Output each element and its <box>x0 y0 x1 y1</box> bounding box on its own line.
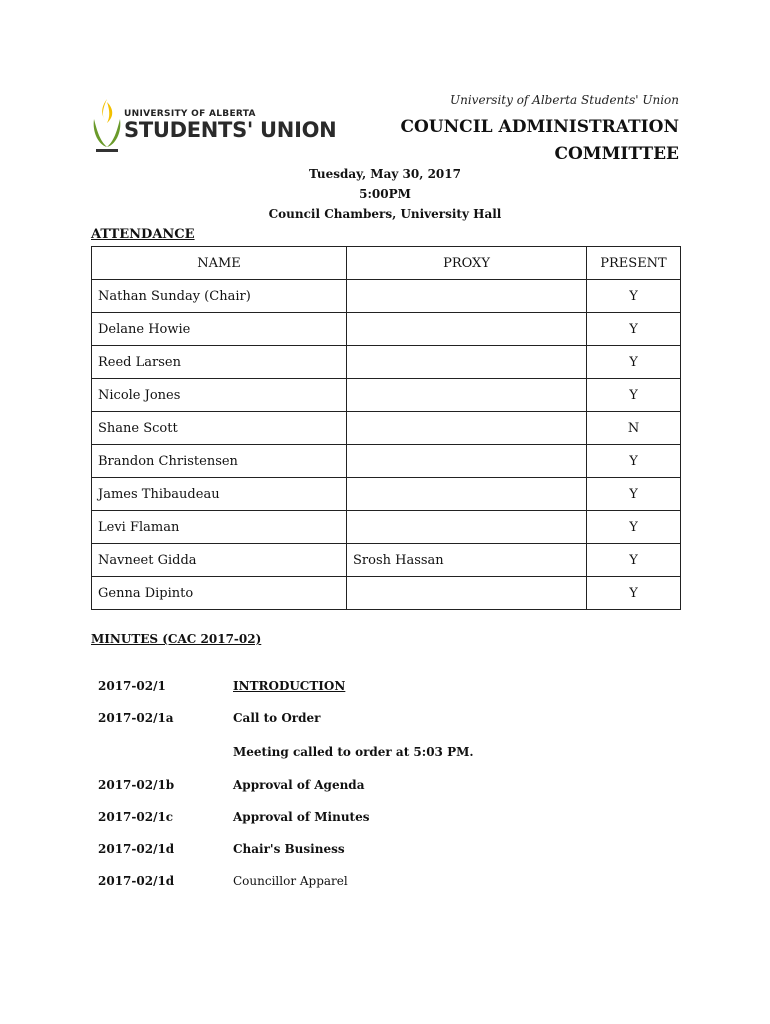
meeting-time: 5:00PM <box>359 187 411 201</box>
attendee-present: Y <box>587 544 681 577</box>
table-row <box>92 313 681 346</box>
column-header-present: PRESENT <box>587 247 681 280</box>
attendee-present: Y <box>587 280 681 313</box>
document-title <box>399 114 679 168</box>
minutes-item-code: 2017-02/1 <box>98 679 166 693</box>
minutes-item-code: 2017-02/1d <box>98 874 175 888</box>
minutes-item-title: Approval of Minutes <box>233 810 370 824</box>
minutes-item <box>0 778 770 796</box>
minutes-item <box>0 874 770 892</box>
attendee-name: Genna Dipinto <box>92 577 347 610</box>
table-row <box>92 511 681 544</box>
attendee-present: Y <box>587 577 681 610</box>
attendee-proxy <box>347 478 587 511</box>
attendee-present: Y <box>587 478 681 511</box>
minutes-heading: MINUTES (CAC 2017-02) <box>91 632 262 646</box>
minutes-item <box>0 810 770 828</box>
minutes-item-title: Chair's Business <box>233 842 345 856</box>
meeting-location: Council Chambers, University Hall <box>268 207 502 221</box>
attendee-name: Brandon Christensen <box>92 445 347 478</box>
attendee-name: Shane Scott <box>92 412 347 445</box>
attendee-present: Y <box>587 511 681 544</box>
organization-name: University of Alberta Students' Union <box>449 93 679 107</box>
attendee-proxy <box>347 445 587 478</box>
table-row <box>92 280 681 313</box>
minutes-item <box>0 679 770 697</box>
minutes-item <box>0 842 770 860</box>
attendee-proxy: Srosh Hassan <box>347 544 587 577</box>
attendee-proxy <box>347 313 587 346</box>
flame-logo-icon <box>90 97 124 155</box>
table-row <box>92 346 681 379</box>
attendee-proxy <box>347 511 587 544</box>
attendee-proxy <box>347 379 587 412</box>
attendee-name: Nathan Sunday (Chair) <box>92 280 347 313</box>
logo-university-text: UNIVERSITY OF ALBERTA <box>124 109 256 119</box>
attendee-name: Reed Larsen <box>92 346 347 379</box>
table-row <box>92 379 681 412</box>
students-union-logo <box>90 97 337 155</box>
attendee-name: Nicole Jones <box>92 379 347 412</box>
attendee-name: Navneet Gidda <box>92 544 347 577</box>
minutes-item-title: Councillor Apparel <box>233 874 348 888</box>
meeting-date: Tuesday, May 30, 2017 <box>309 167 461 181</box>
table-row <box>92 478 681 511</box>
attendance-table <box>91 246 681 610</box>
column-header-proxy: PROXY <box>347 247 587 280</box>
minutes-item-code: 2017-02/1c <box>98 810 174 824</box>
attendee-present: Y <box>587 445 681 478</box>
minutes-item <box>0 711 770 729</box>
minutes-item-note: Meeting called to order at 5:03 PM. <box>233 745 474 759</box>
attendee-name: Levi Flaman <box>92 511 347 544</box>
minutes-item-code: 2017-02/1b <box>98 778 175 792</box>
column-header-name: NAME <box>92 247 347 280</box>
title-line-1: COUNCIL ADMINISTRATION <box>400 117 679 137</box>
attendee-present: N <box>587 412 681 445</box>
attendee-present: Y <box>587 313 681 346</box>
minutes-item-code: 2017-02/1a <box>98 711 174 725</box>
table-header-row <box>92 247 681 280</box>
attendee-proxy <box>347 577 587 610</box>
minutes-item-title: Call to Order <box>233 711 321 725</box>
attendee-proxy <box>347 412 587 445</box>
attendee-proxy <box>347 346 587 379</box>
title-line-2: COMMITTEE <box>554 144 679 164</box>
table-row <box>92 412 681 445</box>
table-row <box>92 577 681 610</box>
minutes-item <box>0 745 770 763</box>
minutes-item-code: 2017-02/1d <box>98 842 175 856</box>
attendee-present: Y <box>587 379 681 412</box>
attendee-name: Delane Howie <box>92 313 347 346</box>
table-row <box>92 544 681 577</box>
table-row <box>92 445 681 478</box>
attendee-name: James Thibaudeau <box>92 478 347 511</box>
attendee-present: Y <box>587 346 681 379</box>
attendee-proxy <box>347 280 587 313</box>
minutes-item-title: INTRODUCTION <box>233 679 346 693</box>
attendance-heading: ATTENDANCE <box>91 227 195 242</box>
minutes-item-title: Approval of Agenda <box>233 778 365 792</box>
logo-students-union-text: STUDENTS' UNION <box>124 118 337 142</box>
